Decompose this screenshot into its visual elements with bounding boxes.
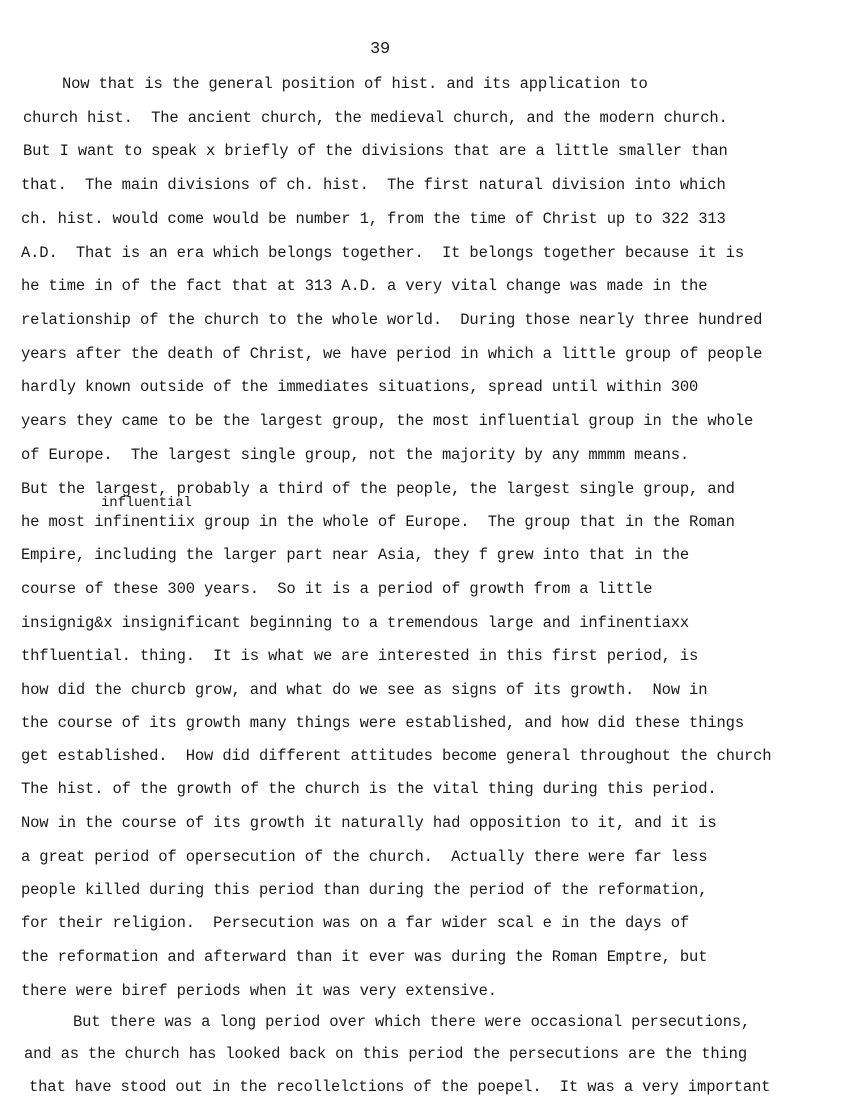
text-line: church hist. The ancient church, the medieval church, and the modern church.: [23, 109, 728, 127]
text-line: course of these 300 years. So it is a period of growth from a little: [21, 580, 653, 598]
text-line: that have stood out in the recollelctions of the poepel. It was a very important: [29, 1078, 771, 1096]
text-line: get established. How did different attitudes become general throughout the church: [21, 747, 772, 765]
text-line: Now in the course of its growth it naturally had opposition to it, and it is: [21, 814, 717, 832]
text-line: that. The main divisions of ch. hist. The first natural division into which: [21, 176, 726, 194]
text-line: The hist. of the growth of the church is the vital thing during this period.: [21, 780, 717, 798]
interlinear-insertion: influential: [101, 495, 192, 511]
text-line: hardly known outside of the immediates situations, spread until within 300: [21, 378, 699, 396]
text-line: relationship of the church to the whole world. During those nearly three hundred: [21, 311, 763, 329]
text-line: of Europe. The largest single group, not the majority by any mmmm means.: [21, 446, 690, 464]
text-line: for their religion. Persecution was on a far wider scal e in the days of: [21, 914, 690, 932]
text-line: he most infinentiix group in the whole of Europe. The group that in the Roman: [21, 513, 735, 531]
text-line: ch. hist. would come would be number 1, from the time of Christ up to 322 313: [21, 210, 726, 228]
text-line: how did the churcb grow, and what do we see as signs of its growth. Now in: [21, 681, 708, 699]
text-line: there were biref periods when it was very extensive.: [21, 982, 497, 1000]
text-line: But the largest, probably a third of the people, the largest single group, and: [21, 480, 735, 498]
text-line: years they came to be the largest group, the most influential group in the whole: [21, 412, 754, 430]
text-line: thfluential. thing. It is what we are interested in this first period, is: [21, 647, 699, 665]
text-line: Empire, including the larger part near Asia, they f grew into that in the: [21, 546, 690, 564]
text-line: But there was a long period over which there were occasional persecutions,: [73, 1013, 751, 1031]
text-line: the reformation and afterward than it ever was during the Roman Emptre, but: [21, 948, 708, 966]
text-line: and as the church has looked back on this period the persecutions are the thing: [24, 1045, 747, 1063]
text-line: the course of its growth many things were established, and how did these things: [21, 714, 744, 732]
text-line: Now that is the general position of hist. and its application to: [62, 75, 648, 93]
page-number: 39: [370, 40, 391, 59]
text-line: A.D. That is an era which belongs together. It belongs together because it is: [21, 244, 744, 262]
text-line: insignig&x insignificant beginning to a tremendous large and infinentiaxx: [21, 614, 690, 632]
text-line: But I want to speak x briefly of the divisions that are a little smaller than: [23, 142, 728, 160]
text-line: people killed during this period than during the period of the reformation,: [21, 881, 708, 899]
text-line: he time in of the fact that at 313 A.D. a very vital change was made in the: [21, 277, 708, 295]
text-line: years after the death of Christ, we have period in which a little group of people: [21, 345, 763, 363]
text-line: a great period of opersecution of the church. Actually there were far less: [21, 848, 708, 866]
